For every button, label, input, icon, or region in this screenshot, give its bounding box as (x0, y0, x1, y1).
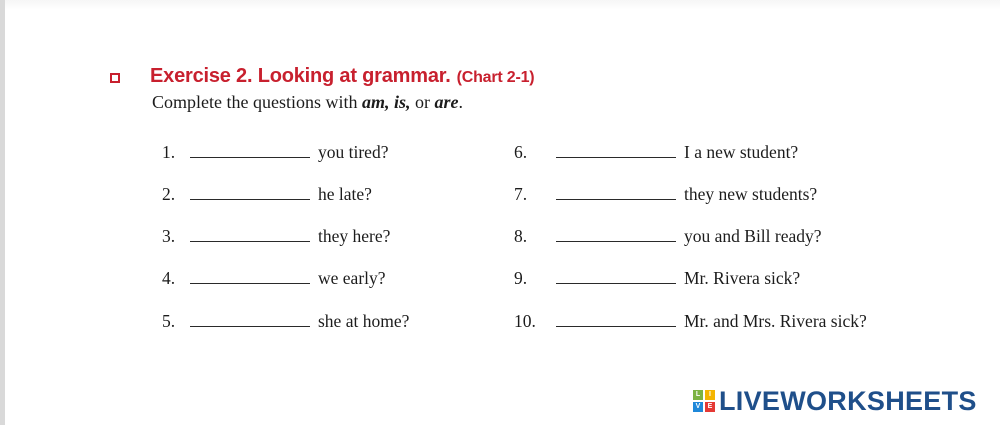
option-is: is, (394, 92, 411, 112)
answer-blank[interactable] (556, 198, 676, 200)
answer-blank[interactable] (556, 240, 676, 242)
answer-blank[interactable] (556, 282, 676, 284)
question-text: they here? (318, 226, 391, 246)
mark-letter-i: I (705, 390, 715, 400)
question-number: 9. (514, 268, 528, 288)
question-number: 2. (162, 184, 176, 204)
question-item (162, 142, 388, 163)
question-item (162, 311, 409, 332)
question-item (514, 268, 800, 289)
question-number: 1. (162, 142, 176, 162)
mark-letter-l: L (693, 390, 703, 400)
question-number: 4. (162, 268, 176, 288)
liveworksheets-mark-icon (693, 390, 715, 412)
answer-blank[interactable] (190, 156, 310, 158)
instructions-prefix: Complete the questions with (152, 92, 362, 112)
question-text: she at home? (318, 311, 410, 331)
answer-blank[interactable] (556, 325, 676, 327)
logo-text: LIVEWORKSHEETS (719, 385, 977, 416)
page-top-bleed (5, 0, 1000, 10)
question-item (514, 142, 798, 163)
answer-blank[interactable] (190, 325, 310, 327)
question-number: 5. (162, 311, 176, 331)
mark-letter-v: V (693, 402, 703, 412)
answer-blank[interactable] (556, 156, 676, 158)
question-number: 6. (514, 142, 528, 162)
question-number: 7. (514, 184, 528, 204)
question-number: 3. (162, 226, 176, 246)
mark-letter-e: E (705, 402, 715, 412)
question-item (514, 226, 822, 247)
question-text: Mr. Rivera sick? (684, 268, 801, 288)
exercise-title-text: Exercise 2. Looking at grammar. (150, 65, 451, 87)
question-item (514, 311, 867, 332)
option-are: are (434, 92, 459, 112)
question-text: we early? (318, 268, 386, 288)
liveworksheets-logo[interactable] (693, 385, 977, 417)
exercise-chart-ref: (Chart 2-1) (456, 69, 535, 86)
question-text: he late? (318, 184, 372, 204)
answer-blank[interactable] (190, 282, 310, 284)
question-item (162, 226, 390, 247)
question-text: Mr. and Mrs. Rivera sick? (684, 311, 867, 331)
option-am: am, (361, 92, 390, 112)
question-text: I a new student? (684, 142, 799, 162)
answer-blank[interactable] (190, 198, 310, 200)
exercise-instructions (152, 92, 463, 113)
question-item (162, 184, 372, 205)
question-text: you tired? (318, 142, 389, 162)
answer-blank[interactable] (190, 240, 310, 242)
exercise-title (150, 65, 534, 88)
instructions-suffix: . (458, 92, 464, 112)
question-item (514, 184, 817, 205)
question-number: 8. (514, 226, 528, 246)
page-left-edge (0, 0, 5, 425)
question-number: 10. (514, 311, 536, 331)
instructions-or: or (410, 92, 435, 112)
question-item (162, 268, 386, 289)
question-text: you and Bill ready? (684, 226, 822, 246)
exercise-checkbox-icon (110, 73, 120, 83)
question-text: they new students? (684, 184, 818, 204)
